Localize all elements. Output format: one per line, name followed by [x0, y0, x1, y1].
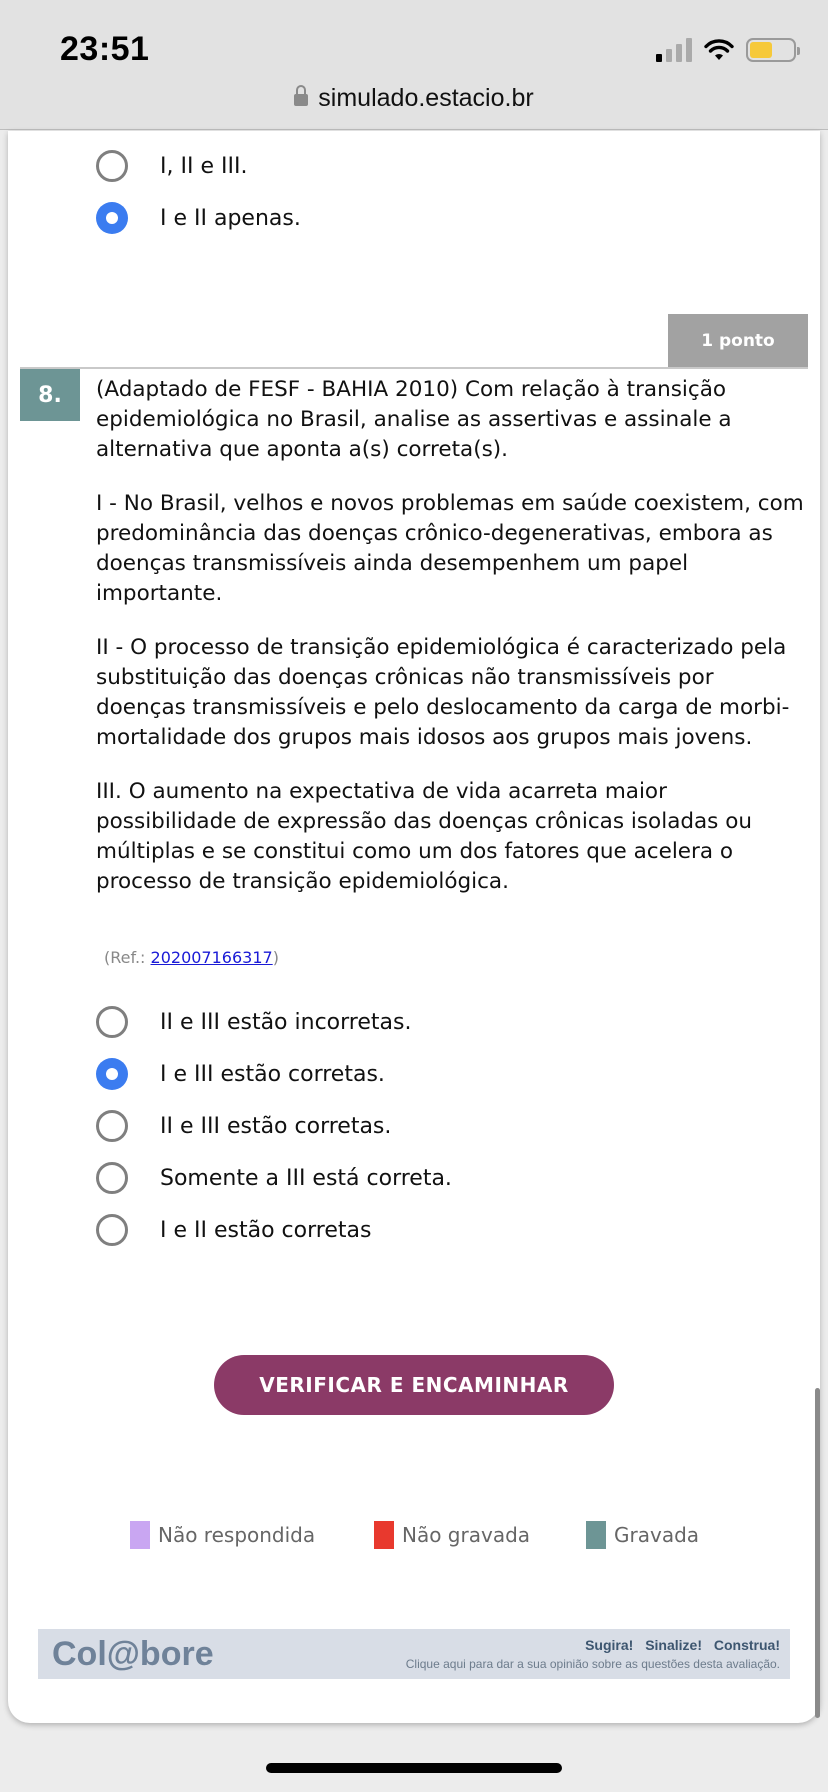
- status-time: 23:51: [60, 30, 150, 68]
- ref-label: (Ref.:: [104, 948, 146, 967]
- answer-option-2[interactable]: [96, 1054, 385, 1094]
- legend-label: Gravada: [614, 1523, 700, 1547]
- url-text: simulado.estacio.br: [318, 84, 534, 112]
- option-label: II e III estão corretas.: [160, 1113, 392, 1139]
- assertion-3: III. O aumento na expectativa de vida acarreta maior possibilidade de expressão das doenças crônicas isoladas ou múltiplas e se constitui como um dos fatores que acelera o processo de transição epidemiológica.: [96, 779, 753, 894]
- prev-option-1[interactable]: [96, 146, 247, 186]
- option-label: I e III estão corretas.: [160, 1061, 385, 1087]
- radio-button[interactable]: [96, 1006, 128, 1038]
- question-number: 8.: [20, 369, 80, 421]
- scrollbar[interactable]: [815, 1388, 820, 1718]
- legend-swatch: [586, 1521, 606, 1549]
- question-reference: [104, 948, 279, 967]
- legend-not-answered: [130, 1521, 315, 1549]
- ref-close: ): [272, 948, 279, 967]
- status-icons: [656, 36, 796, 64]
- colabore-banner[interactable]: [38, 1629, 790, 1679]
- legend-label: Não gravada: [402, 1523, 531, 1547]
- assertion-2: II - O processo de transição epidemiológica é caracterizado pela substituição das doenças crônicas não transmissíveis por doenças transmissíveis e pelo deslocamento da carga de morbi-mortalidade dos grupos mais idosos aos grupos mais jovens.: [96, 635, 790, 750]
- option-label: I, II e III.: [160, 153, 248, 179]
- address-bar[interactable]: [0, 84, 828, 113]
- colabore-subtitle: Clique aqui para dar a sua opinião sobre as questões desta avaliação.: [405, 1657, 780, 1671]
- option-label: I e II estão corretas: [160, 1217, 372, 1243]
- option-label: Somente a III está correta.: [160, 1165, 452, 1191]
- points-badge: 1 ponto: [668, 314, 808, 368]
- radio-button[interactable]: [96, 1162, 128, 1194]
- radio-button-selected[interactable]: [96, 202, 128, 234]
- colabore-links[interactable]: Sugira! Sinalize! Construa!: [585, 1637, 780, 1653]
- ref-link[interactable]: 202007166317: [150, 948, 273, 967]
- option-label: I e II apenas.: [160, 205, 301, 231]
- prev-option-2[interactable]: [96, 198, 301, 238]
- home-indicator[interactable]: [266, 1763, 562, 1773]
- colabore-logo: Col@bore: [52, 1635, 214, 1673]
- answer-option-4[interactable]: [96, 1158, 452, 1198]
- legend-swatch: [130, 1521, 150, 1549]
- page-card: [8, 131, 820, 1723]
- verify-submit-button[interactable]: VERIFICAR E ENCAMINHAR: [214, 1355, 614, 1415]
- legend-label: Não respondida: [158, 1523, 316, 1547]
- browser-top-bar: [0, 0, 828, 130]
- question-statement: (Adaptado de FESF - BAHIA 2010) Com relação à transição epidemiológica no Brasil, analise as assertivas e assinale a alternativa que aponta a(s) correta(s).: [96, 377, 732, 462]
- legend-not-saved: [374, 1521, 530, 1549]
- lock-icon: [294, 94, 308, 106]
- question-divider: [20, 367, 808, 369]
- radio-button-selected[interactable]: [96, 1058, 128, 1090]
- cellular-signal-icon: [656, 38, 692, 62]
- radio-button[interactable]: [96, 1214, 128, 1246]
- wifi-icon: [704, 38, 734, 62]
- assertion-1: I - No Brasil, velhos e novos problemas em saúde coexistem, com predominância das doenças crônico-degenerativas, embora as doenças transmissíveis ainda desempenhem um papel importante.: [96, 491, 804, 606]
- radio-button[interactable]: [96, 1110, 128, 1142]
- option-label: II e III estão incorretas.: [160, 1009, 412, 1035]
- radio-button[interactable]: [96, 150, 128, 182]
- question-text: [96, 375, 808, 921]
- legend-saved: [586, 1521, 699, 1549]
- answer-option-5[interactable]: [96, 1210, 371, 1250]
- battery-icon: [746, 38, 796, 62]
- legend-swatch: [374, 1521, 394, 1549]
- answer-option-3[interactable]: [96, 1106, 391, 1146]
- answer-option-1[interactable]: [96, 1002, 411, 1042]
